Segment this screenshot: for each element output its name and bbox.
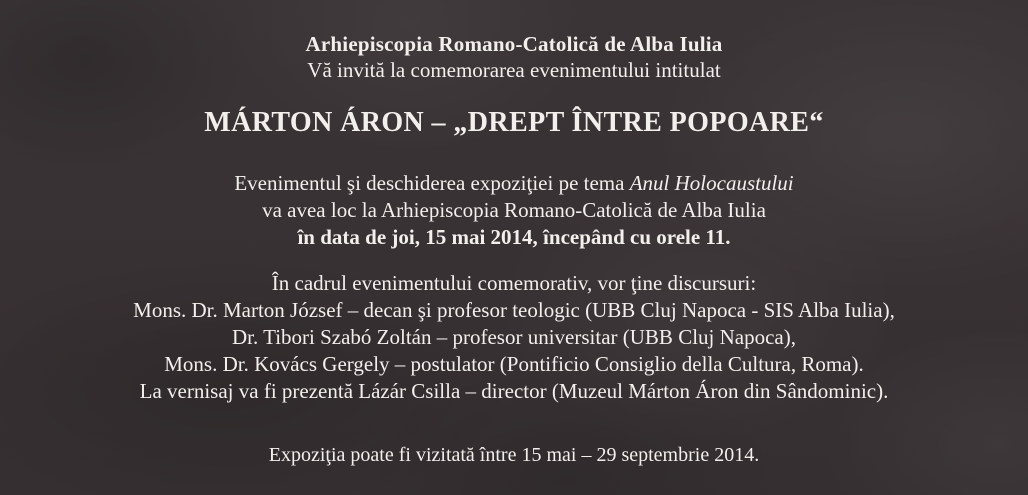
- speakers-section: [0, 270, 1028, 405]
- event-theme-prefix: Evenimentul şi deschiderea expoziţiei pe tema: [234, 171, 630, 195]
- event-theme-line: [0, 170, 1028, 197]
- event-theme-name: Anul Holocaustului: [629, 171, 794, 195]
- speaker-item: Mons. Dr. Kovács Gergely – postulator (Pontificio Consiglio della Cultura, Roma).: [164, 352, 864, 376]
- exhibition-period: Expoziţia poate fi vizitată între 15 mai – 29 septembrie 2014.: [268, 444, 760, 466]
- speaker-item: Dr. Tibori Szabó Zoltán – profesor universitar (UBB Cluj Napoca),: [231, 325, 796, 349]
- speakers-intro: În cadrul evenimentului comemorativ, vor ţine discursuri:: [271, 271, 757, 295]
- event-location-line: va avea loc la Arhiepiscopia Romano-Catolică de Alba Iulia: [262, 198, 766, 222]
- event-details: [0, 170, 1028, 251]
- speaker-item: Mons. Dr. Marton József – decan şi profesor teologic (UBB Cluj Napoca - SIS Alba Iulia),: [133, 298, 895, 322]
- invite-line: Vă invită la comemorarea evenimentului intitulat: [307, 58, 721, 82]
- event-title: MÁRTON ÁRON – „DREPT ÎNTRE POPOARE“: [204, 107, 824, 138]
- invitation-header: [0, 0, 1028, 83]
- speaker-item: La vernisaj va fi prezentă Lázár Csilla – director (Muzeul Márton Áron din Sândominic).: [139, 379, 889, 403]
- event-date-line: în data de joi, 15 mai 2014, începând cu orele 11.: [297, 225, 731, 249]
- organizer-name: Arhiepiscopia Romano-Catolică de Alba Iulia: [305, 32, 723, 56]
